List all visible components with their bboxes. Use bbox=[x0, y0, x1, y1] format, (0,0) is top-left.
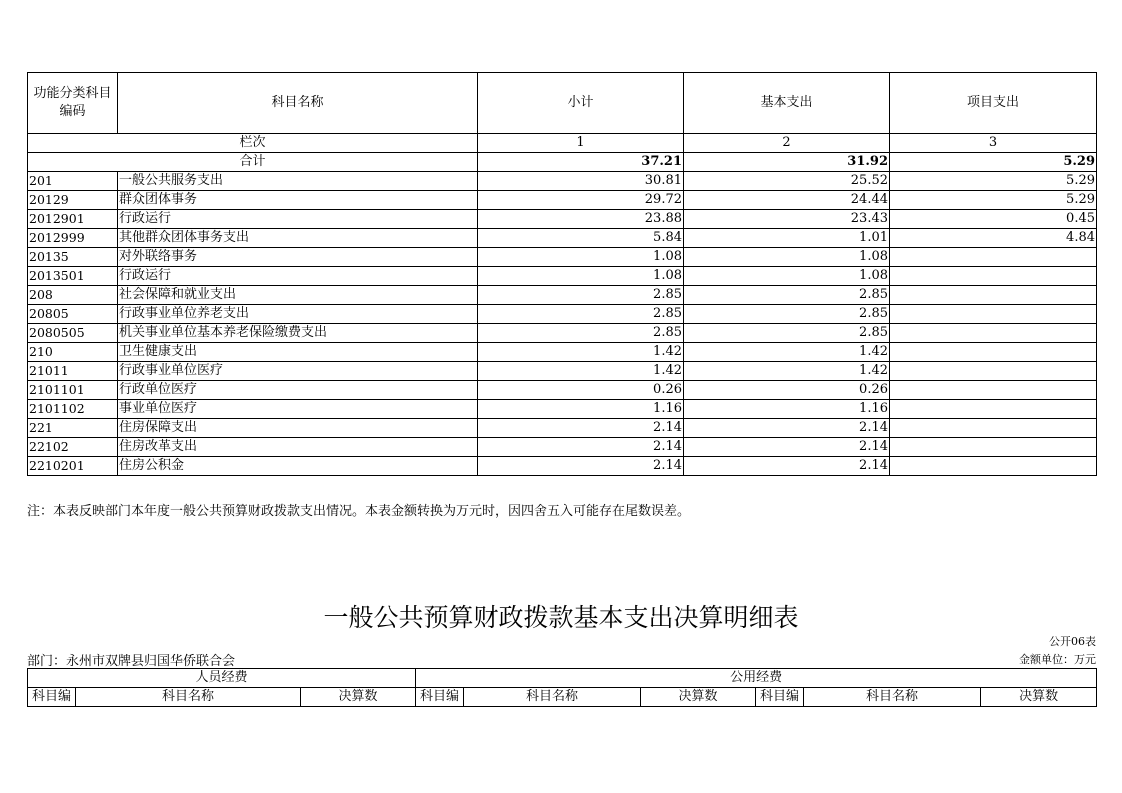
row-code: 2210201 bbox=[28, 457, 118, 476]
row-project bbox=[890, 438, 1097, 457]
total-label: 合计 bbox=[28, 153, 478, 172]
row-subtotal: 1.08 bbox=[478, 267, 684, 286]
row-basic: 1.08 bbox=[684, 267, 890, 286]
row-project: 4.84 bbox=[890, 229, 1097, 248]
row-name: 住房改革支出 bbox=[118, 438, 478, 457]
row-subtotal: 23.88 bbox=[478, 210, 684, 229]
row-project bbox=[890, 286, 1097, 305]
table-row bbox=[28, 286, 1097, 305]
row-basic: 2.85 bbox=[684, 286, 890, 305]
row-name: 行政事业单位养老支出 bbox=[118, 305, 478, 324]
row-name: 行政单位医疗 bbox=[118, 381, 478, 400]
group-header-row bbox=[28, 669, 1097, 688]
row-basic: 25.52 bbox=[684, 172, 890, 191]
row-subtotal: 1.16 bbox=[478, 400, 684, 419]
row-code: 221 bbox=[28, 419, 118, 438]
table-row bbox=[28, 438, 1097, 457]
group-public: 公用经费 bbox=[416, 669, 1097, 688]
page-title: 一般公共预算财政拨款基本支出决算明细表 bbox=[323, 603, 799, 632]
header-subtotal: 小计 bbox=[478, 73, 684, 134]
table-row bbox=[28, 229, 1097, 248]
column-number-label: 栏次 bbox=[28, 134, 478, 153]
row-name: 其他群众团体事务支出 bbox=[118, 229, 478, 248]
column-number-3: 3 bbox=[890, 134, 1097, 153]
header-code: 功能分类科目编码 bbox=[28, 73, 118, 134]
amount-unit: 金额单位：万元 bbox=[1019, 653, 1096, 666]
row-subtotal: 2.14 bbox=[478, 419, 684, 438]
row-subtotal: 1.42 bbox=[478, 362, 684, 381]
header-project: 项目支出 bbox=[890, 73, 1097, 134]
col-name-3: 科目名称 bbox=[804, 688, 981, 707]
row-project bbox=[890, 400, 1097, 419]
row-basic: 1.08 bbox=[684, 248, 890, 267]
total-subtotal: 37.21 bbox=[478, 153, 684, 172]
row-project: 5.29 bbox=[890, 191, 1097, 210]
row-project bbox=[890, 305, 1097, 324]
row-project bbox=[890, 419, 1097, 438]
row-subtotal: 2.14 bbox=[478, 438, 684, 457]
row-subtotal: 29.72 bbox=[478, 191, 684, 210]
row-name: 一般公共服务支出 bbox=[118, 172, 478, 191]
col-amount-2: 决算数 bbox=[641, 688, 756, 707]
row-name: 行政运行 bbox=[118, 210, 478, 229]
table-row bbox=[28, 248, 1097, 267]
row-basic: 1.16 bbox=[684, 400, 890, 419]
column-number-row bbox=[28, 134, 1097, 153]
row-code: 2101101 bbox=[28, 381, 118, 400]
row-basic: 2.85 bbox=[684, 305, 890, 324]
row-subtotal: 2.85 bbox=[478, 286, 684, 305]
row-basic: 2.14 bbox=[684, 419, 890, 438]
col-code-1: 科目编 bbox=[28, 688, 76, 707]
row-project: 0.45 bbox=[890, 210, 1097, 229]
total-project: 5.29 bbox=[890, 153, 1097, 172]
row-basic: 23.43 bbox=[684, 210, 890, 229]
header-name: 科目名称 bbox=[118, 73, 478, 134]
row-name: 住房保障支出 bbox=[118, 419, 478, 438]
row-code: 2080505 bbox=[28, 324, 118, 343]
column-header-row bbox=[28, 688, 1097, 707]
row-basic: 1.01 bbox=[684, 229, 890, 248]
row-basic: 2.14 bbox=[684, 457, 890, 476]
header-row bbox=[28, 73, 1097, 134]
row-subtotal: 30.81 bbox=[478, 172, 684, 191]
row-name: 事业单位医疗 bbox=[118, 400, 478, 419]
row-name: 行政运行 bbox=[118, 267, 478, 286]
column-number-1: 1 bbox=[478, 134, 684, 153]
row-name: 机关事业单位基本养老保险缴费支出 bbox=[118, 324, 478, 343]
table-row bbox=[28, 400, 1097, 419]
table-row bbox=[28, 457, 1097, 476]
row-code: 20135 bbox=[28, 248, 118, 267]
row-subtotal: 1.08 bbox=[478, 248, 684, 267]
row-code: 2013501 bbox=[28, 267, 118, 286]
total-basic: 31.92 bbox=[684, 153, 890, 172]
row-name: 群众团体事务 bbox=[118, 191, 478, 210]
total-row bbox=[28, 153, 1097, 172]
row-subtotal: 5.84 bbox=[478, 229, 684, 248]
row-basic: 0.26 bbox=[684, 381, 890, 400]
table-row bbox=[28, 191, 1097, 210]
row-code: 208 bbox=[28, 286, 118, 305]
col-code-2: 科目编 bbox=[416, 688, 464, 707]
row-code: 22102 bbox=[28, 438, 118, 457]
row-basic: 2.14 bbox=[684, 438, 890, 457]
table-row bbox=[28, 305, 1097, 324]
table-row bbox=[28, 381, 1097, 400]
table-row bbox=[28, 267, 1097, 286]
table-row bbox=[28, 419, 1097, 438]
row-project bbox=[890, 457, 1097, 476]
row-project bbox=[890, 267, 1097, 286]
row-name: 住房公积金 bbox=[118, 457, 478, 476]
row-name: 行政事业单位医疗 bbox=[118, 362, 478, 381]
header-basic: 基本支出 bbox=[684, 73, 890, 134]
row-name: 社会保障和就业支出 bbox=[118, 286, 478, 305]
group-personnel: 人员经费 bbox=[28, 669, 416, 688]
row-subtotal: 1.42 bbox=[478, 343, 684, 362]
table-row bbox=[28, 210, 1097, 229]
table-note: 注：本表反映部门本年度一般公共预算财政拨款支出情况。本表金额转换为万元时，因四舍五入可能存在尾数误差。 bbox=[27, 504, 691, 519]
row-subtotal: 2.85 bbox=[478, 324, 684, 343]
column-number-2: 2 bbox=[684, 134, 890, 153]
department-label: 部门：永州市双牌县归国华侨联合会 bbox=[27, 654, 236, 669]
row-project: 5.29 bbox=[890, 172, 1097, 191]
row-name: 对外联络事务 bbox=[118, 248, 478, 267]
row-code: 2012999 bbox=[28, 229, 118, 248]
row-code: 2012901 bbox=[28, 210, 118, 229]
row-subtotal: 0.26 bbox=[478, 381, 684, 400]
row-subtotal: 2.14 bbox=[478, 457, 684, 476]
row-name: 卫生健康支出 bbox=[118, 343, 478, 362]
table-row bbox=[28, 324, 1097, 343]
table-row bbox=[28, 172, 1097, 191]
col-amount-3: 决算数 bbox=[981, 688, 1097, 707]
basic-expenditure-detail-table bbox=[27, 668, 1097, 707]
row-project bbox=[890, 381, 1097, 400]
expenditure-table bbox=[27, 72, 1097, 476]
row-code: 201 bbox=[28, 172, 118, 191]
col-name-2: 科目名称 bbox=[464, 688, 641, 707]
row-project bbox=[890, 362, 1097, 381]
row-code: 2101102 bbox=[28, 400, 118, 419]
row-project bbox=[890, 324, 1097, 343]
row-code: 210 bbox=[28, 343, 118, 362]
row-subtotal: 2.85 bbox=[478, 305, 684, 324]
col-code-3: 科目编 bbox=[756, 688, 804, 707]
row-code: 20129 bbox=[28, 191, 118, 210]
col-amount-1: 决算数 bbox=[301, 688, 416, 707]
row-basic: 24.44 bbox=[684, 191, 890, 210]
col-name-1: 科目名称 bbox=[76, 688, 301, 707]
table-row bbox=[28, 343, 1097, 362]
row-code: 21011 bbox=[28, 362, 118, 381]
row-basic: 2.85 bbox=[684, 324, 890, 343]
row-project bbox=[890, 248, 1097, 267]
row-project bbox=[890, 343, 1097, 362]
row-code: 20805 bbox=[28, 305, 118, 324]
table-row bbox=[28, 362, 1097, 381]
row-basic: 1.42 bbox=[684, 343, 890, 362]
row-basic: 1.42 bbox=[684, 362, 890, 381]
table-number: 公开06表 bbox=[1049, 635, 1096, 648]
